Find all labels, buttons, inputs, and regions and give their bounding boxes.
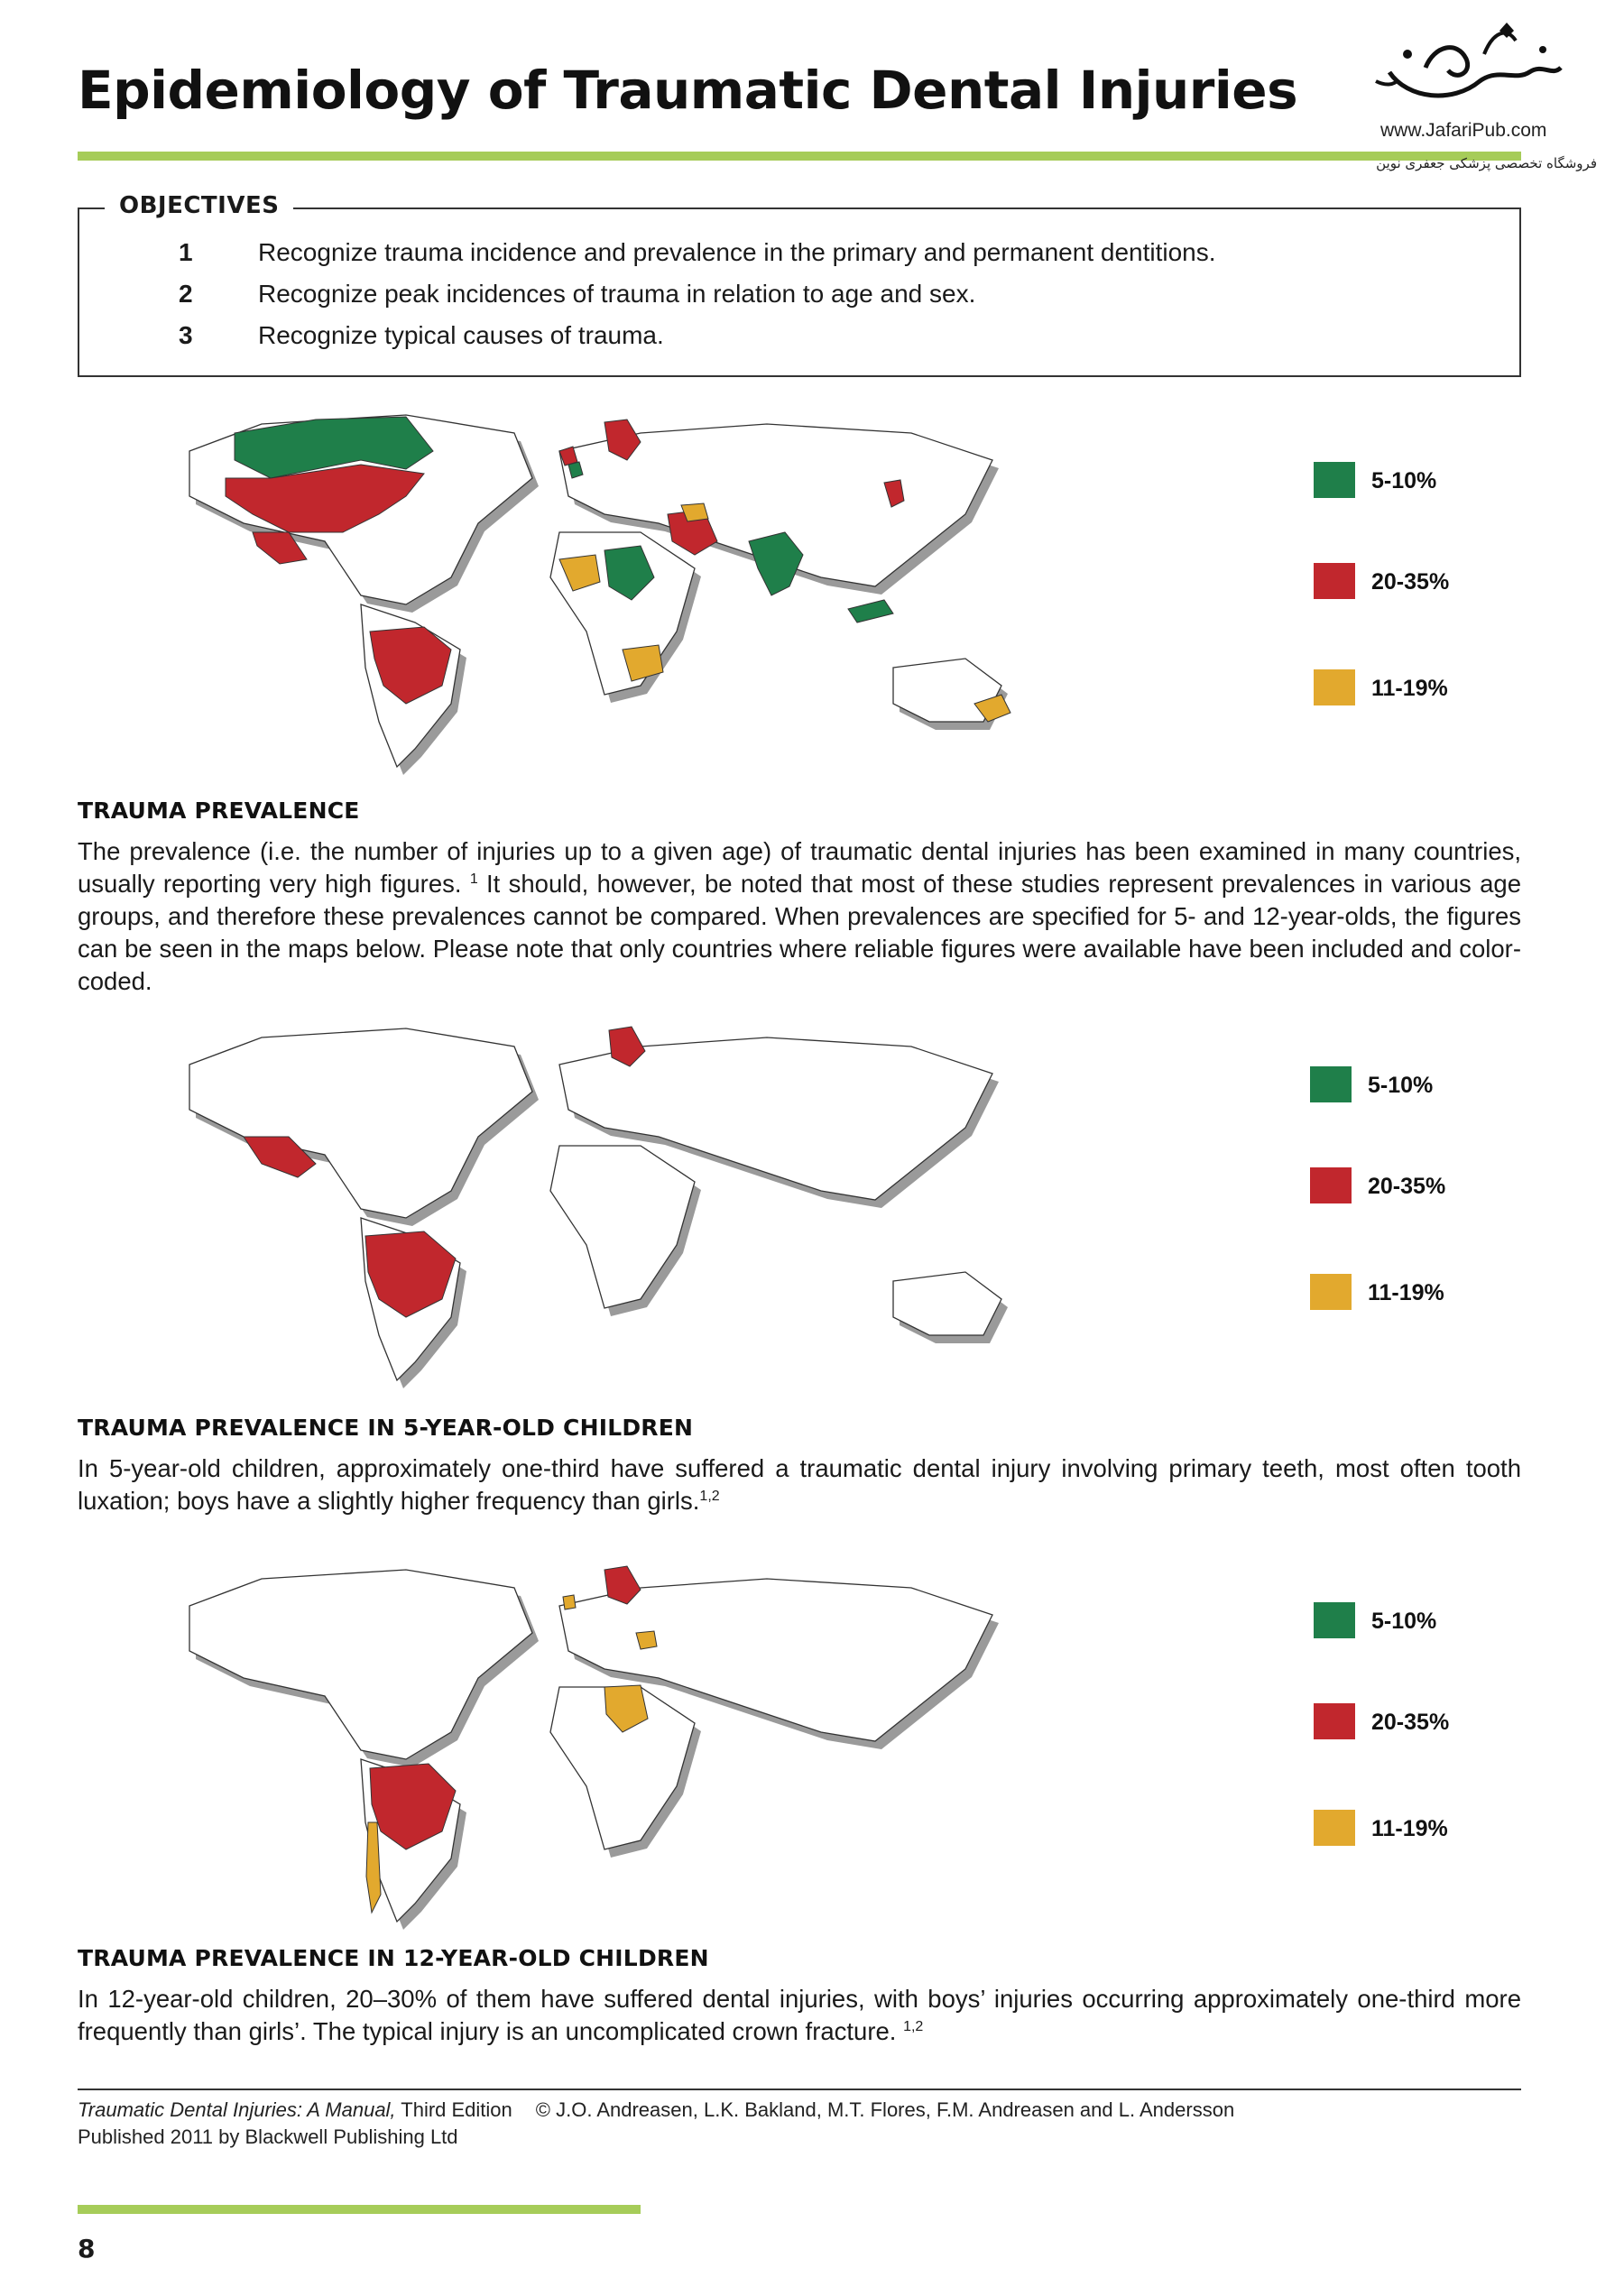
objective-text: Recognize trauma incidence and prevalence in the primary and permanent dentitions. <box>258 238 1216 266</box>
reference-superscript: 1,2 <box>903 2018 924 2034</box>
section-paragraph-prevalence <box>78 835 1521 998</box>
legend-item <box>1314 462 1467 502</box>
legend-item <box>1314 1810 1467 1849</box>
objectives-heading: OBJECTIVES <box>105 192 293 219</box>
objective-number: 3 <box>179 321 193 349</box>
legend-swatch-yellow <box>1310 1274 1352 1310</box>
legend-item <box>1314 669 1467 709</box>
paragraph-text: It should, however, be noted that most of these studies represent prevalences in various age groups, and therefore these prevalences cannot be compared. When prevalences are specified for 5- and 12-year-olds, the figures can be seen in the maps below. Please note that only countries where reliable figures were available have been included and color-coded. <box>78 870 1521 995</box>
section-heading-prevalence: TRAUMA PREVALENCE <box>78 798 360 824</box>
legend-label: 11-19% <box>1371 676 1448 701</box>
world-map-overall <box>135 397 1146 776</box>
legend-swatch-red <box>1314 563 1355 599</box>
footer-copyright: © J.O. Andreasen, L.K. Bakland, M.T. Flores, F.M. Andreasen and L. Andersson <box>535 2098 1235 2121</box>
footer-book-title: Traumatic Dental Injuries: A Manual, <box>78 2098 396 2121</box>
legend-item <box>1314 1602 1467 1642</box>
legend-swatch-red <box>1314 1703 1355 1739</box>
world-map-12-year-old <box>135 1552 1146 1931</box>
footer-publisher: Published 2011 by Blackwell Publishing Ltd <box>78 2125 458 2148</box>
legend-label: 5-10% <box>1371 468 1437 493</box>
reference-superscript: 1,2 <box>699 1488 720 1504</box>
legend-item <box>1310 1066 1463 1106</box>
legend-swatch-green <box>1310 1066 1352 1102</box>
legend-swatch-yellow <box>1314 669 1355 705</box>
legend-label: 11-19% <box>1368 1280 1444 1305</box>
paragraph-text: In 5-year-old children, approximately one-third have suffered a traumatic dental injury involving primary teeth, most often tooth luxation; boys have a slightly higher frequency than girls. <box>78 1454 1521 1515</box>
legend-label: 11-19% <box>1371 1816 1448 1841</box>
legend-label: 20-35% <box>1371 569 1450 595</box>
objective-number: 1 <box>179 238 193 266</box>
section-heading-12-year-old: TRAUMA PREVALENCE IN 12-YEAR-OLD CHILDREN <box>78 1945 709 1971</box>
section-paragraph-5-year-old <box>78 1452 1521 1517</box>
page-title: Epidemiology of Traumatic Dental Injuries <box>78 60 1298 121</box>
paragraph-text: In 12-year-old children, 20–30% of them have suffered dental injuries, with boys’ injuries occurring approximately one-third more frequently than girls’. The typical injury is an uncomplicated crown fracture. <box>78 1985 1521 2045</box>
section-paragraph-12-year-old <box>78 1983 1521 2048</box>
publisher-logo <box>1335 18 1606 180</box>
legend-label: 20-35% <box>1371 1710 1450 1735</box>
legend-item <box>1314 1703 1467 1743</box>
bottom-rule <box>78 2205 641 2214</box>
legend-item <box>1310 1274 1463 1314</box>
calligraphy-logo-icon <box>1371 18 1570 117</box>
paragraph-text: The prevalence (i.e. the number of injuries up to a given age) of traumatic dental injuries has been examined in many countries, usually reporting very high figures. <box>78 837 1521 898</box>
legend-label: 20-35% <box>1368 1174 1446 1199</box>
section-heading-5-year-old: TRAUMA PREVALENCE IN 5-YEAR-OLD CHILDREN <box>78 1415 694 1441</box>
legend-item <box>1314 563 1467 603</box>
objective-text: Recognize peak incidences of trauma in relation to age and sex. <box>258 280 976 308</box>
legend-label: 5-10% <box>1368 1073 1434 1098</box>
reference-superscript: 1 <box>469 871 478 887</box>
legend-item <box>1310 1167 1463 1207</box>
footer-rule <box>78 2089 1521 2090</box>
legend-swatch-green <box>1314 462 1355 498</box>
footer-edition: Third Edition <box>395 2098 512 2121</box>
objectives-box <box>78 192 1521 377</box>
world-map-5-year-old <box>135 1010 1146 1389</box>
objective-number: 2 <box>179 280 193 308</box>
logo-url[interactable]: www.JafariPub.com <box>1380 120 1547 141</box>
legend-swatch-yellow <box>1314 1810 1355 1846</box>
logo-tagline: فروشگاه تخصصی پزشکی جعفری نوین <box>1376 155 1597 171</box>
title-rule <box>78 152 1521 161</box>
legend-swatch-red <box>1310 1167 1352 1203</box>
legend-label: 5-10% <box>1371 1609 1437 1634</box>
footer-citation <box>78 2098 1234 2122</box>
page-number: 8 <box>78 2234 96 2264</box>
objective-text: Recognize typical causes of trauma. <box>258 321 664 349</box>
legend-swatch-green <box>1314 1602 1355 1638</box>
